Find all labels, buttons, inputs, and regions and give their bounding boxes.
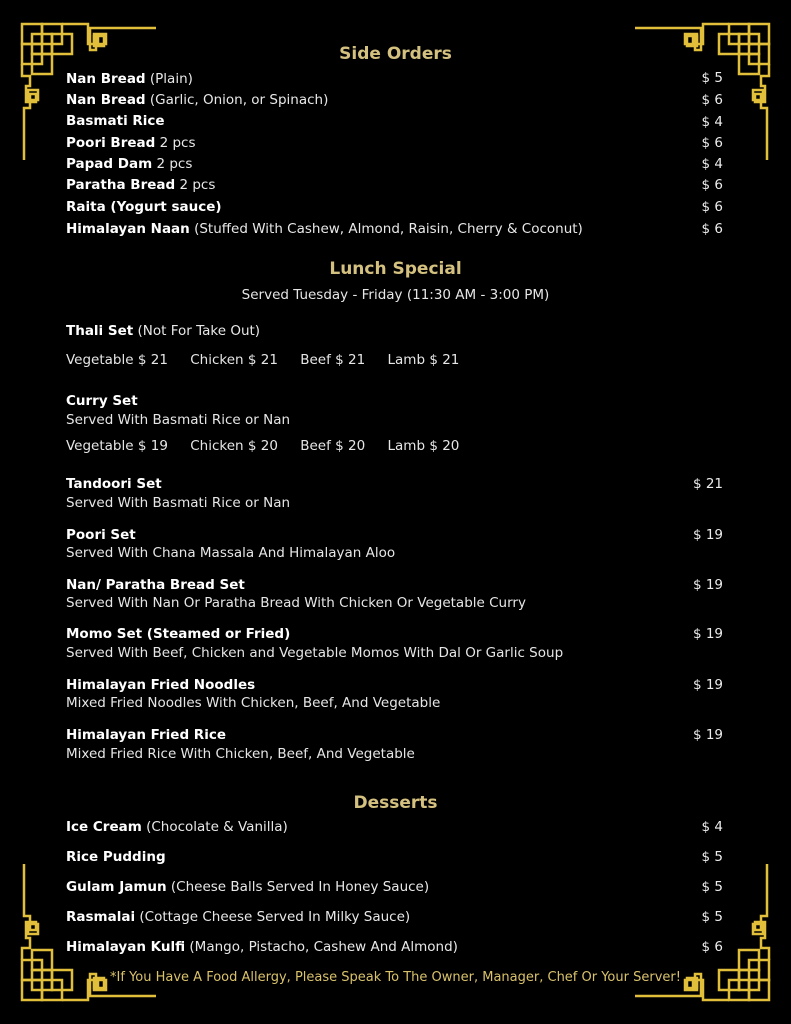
- section-title-side-orders: Side Orders: [339, 44, 452, 64]
- menu-item: [66, 112, 726, 130]
- item-price: $ 5: [701, 909, 723, 925]
- item-price: $ 6: [701, 135, 723, 151]
- item-name: Poori Set: [66, 527, 136, 543]
- item-desc: 2 pcs: [175, 177, 216, 193]
- menu-item: [66, 878, 726, 896]
- menu-item-curry: [66, 392, 726, 410]
- menu-item: [66, 726, 726, 744]
- item-desc: (Cheese Balls Served In Honey Sauce): [166, 879, 430, 895]
- item-name: Papad Dam: [66, 156, 153, 172]
- menu-item: [66, 848, 726, 866]
- item-subtitle: Mixed Fried Noodles With Chicken, Beef, And Vegetable: [66, 695, 441, 711]
- menu-item: [66, 176, 726, 194]
- item-name: Tandoori Set: [66, 476, 162, 492]
- item-price: $ 19: [692, 577, 723, 593]
- menu-item: [66, 475, 726, 493]
- item-price: $ 6: [701, 177, 723, 193]
- item-desc: 2 pcs: [155, 135, 196, 151]
- section-title-lunch-special: Lunch Special: [329, 259, 462, 279]
- variant-price: Lamb $ 21: [387, 352, 460, 368]
- variant-price: Lamb $ 20: [387, 438, 460, 454]
- item-name: Rice Pudding: [66, 849, 166, 865]
- item-price: $ 6: [701, 221, 723, 237]
- item-price: $ 6: [701, 939, 723, 955]
- item-desc: (Stuffed With Cashew, Almond, Raisin, Cherry & Coconut): [189, 221, 583, 237]
- variant-price: Chicken $ 21: [190, 352, 278, 368]
- section-title-desserts: Desserts: [353, 793, 438, 813]
- item-price: $ 5: [701, 70, 723, 86]
- curry-variants: [66, 438, 477, 454]
- item-name: Basmati Rice: [66, 113, 165, 129]
- item-desc: (Not For Take Out): [133, 323, 261, 339]
- item-desc: (Cottage Cheese Served In Milky Sauce): [135, 909, 411, 925]
- item-price: $ 19: [692, 727, 723, 743]
- menu-item: [66, 526, 726, 544]
- variant-price: Vegetable $ 19: [66, 438, 168, 454]
- variant-price: Vegetable $ 21: [66, 352, 168, 368]
- item-name: Poori Bread: [66, 135, 156, 151]
- item-name: Rasmalai: [66, 909, 136, 925]
- item-price: $ 4: [701, 114, 723, 130]
- item-subtitle: Served With Beef, Chicken and Vegetable Momos With Dal Or Garlic Soup: [66, 645, 564, 661]
- item-subtitle: Served With Chana Massala And Himalayan Aloo: [66, 545, 396, 561]
- item-subtitle: Served With Basmati Rice or Nan: [66, 495, 291, 511]
- item-subtitle: Served With Basmati Rice or Nan: [66, 412, 291, 428]
- variant-price: Beef $ 21: [300, 352, 366, 368]
- menu-item: [66, 91, 726, 109]
- menu-item: [66, 220, 726, 238]
- item-name: Himalayan Fried Rice: [66, 727, 226, 743]
- menu-item: [66, 576, 726, 594]
- item-desc: 2 pcs: [152, 156, 193, 172]
- item-desc: (Plain): [145, 71, 193, 87]
- item-desc: (Mango, Pistacho, Cashew And Almond): [185, 939, 458, 955]
- item-name: Paratha Bread: [66, 177, 176, 193]
- menu-item: [66, 134, 726, 152]
- item-subtitle: Served With Nan Or Paratha Bread With Chicken Or Vegetable Curry: [66, 595, 526, 611]
- item-name: Nan Bread: [66, 71, 146, 87]
- menu-item: [66, 625, 726, 643]
- menu-item: [66, 818, 726, 836]
- item-name: Thali Set: [66, 323, 134, 339]
- item-price: $ 4: [701, 156, 723, 172]
- item-price: $ 19: [692, 626, 723, 642]
- item-name: Curry Set: [66, 393, 138, 409]
- item-name: Himalayan Kulfi: [66, 939, 186, 955]
- item-name: Ice Cream: [66, 819, 142, 835]
- item-name: Himalayan Fried Noodles: [66, 677, 256, 693]
- item-name: Gulam Jamun: [66, 879, 167, 895]
- thali-variants: [66, 352, 477, 368]
- item-name: Himalayan Naan: [66, 221, 190, 237]
- item-name: Raita (Yogurt sauce): [66, 199, 222, 215]
- item-desc: (Garlic, Onion, or Spinach): [145, 92, 329, 108]
- variant-price: Beef $ 20: [300, 438, 366, 454]
- item-price: $ 6: [701, 92, 723, 108]
- menu-item: [66, 70, 726, 88]
- allergy-notice: *If You Have A Food Allergy, Please Speak To The Owner, Manager, Chef Or Your Server!: [110, 970, 681, 985]
- item-desc: (Chocolate & Vanilla): [141, 819, 288, 835]
- variant-price: Chicken $ 20: [190, 438, 278, 454]
- item-price: $ 4: [701, 819, 723, 835]
- item-price: $ 5: [701, 849, 723, 865]
- item-price: $ 21: [692, 476, 723, 492]
- menu-item: [66, 676, 726, 694]
- item-subtitle: Mixed Fried Rice With Chicken, Beef, And Vegetable: [66, 746, 415, 762]
- menu-item-thali: [66, 322, 726, 340]
- menu-item: [66, 155, 726, 173]
- item-price: $ 19: [692, 527, 723, 543]
- menu-item: [66, 198, 726, 216]
- item-price: $ 6: [701, 199, 723, 215]
- menu-item: [66, 938, 726, 956]
- item-name: Nan/ Paratha Bread Set: [66, 577, 245, 593]
- item-name: Nan Bread: [66, 92, 146, 108]
- lunch-hours-note: Served Tuesday - Friday (11:30 AM - 3:00 PM): [241, 287, 550, 303]
- item-price: $ 19: [692, 677, 723, 693]
- item-price: $ 5: [701, 879, 723, 895]
- item-name: Momo Set (Steamed or Fried): [66, 626, 291, 642]
- menu-item: [66, 908, 726, 926]
